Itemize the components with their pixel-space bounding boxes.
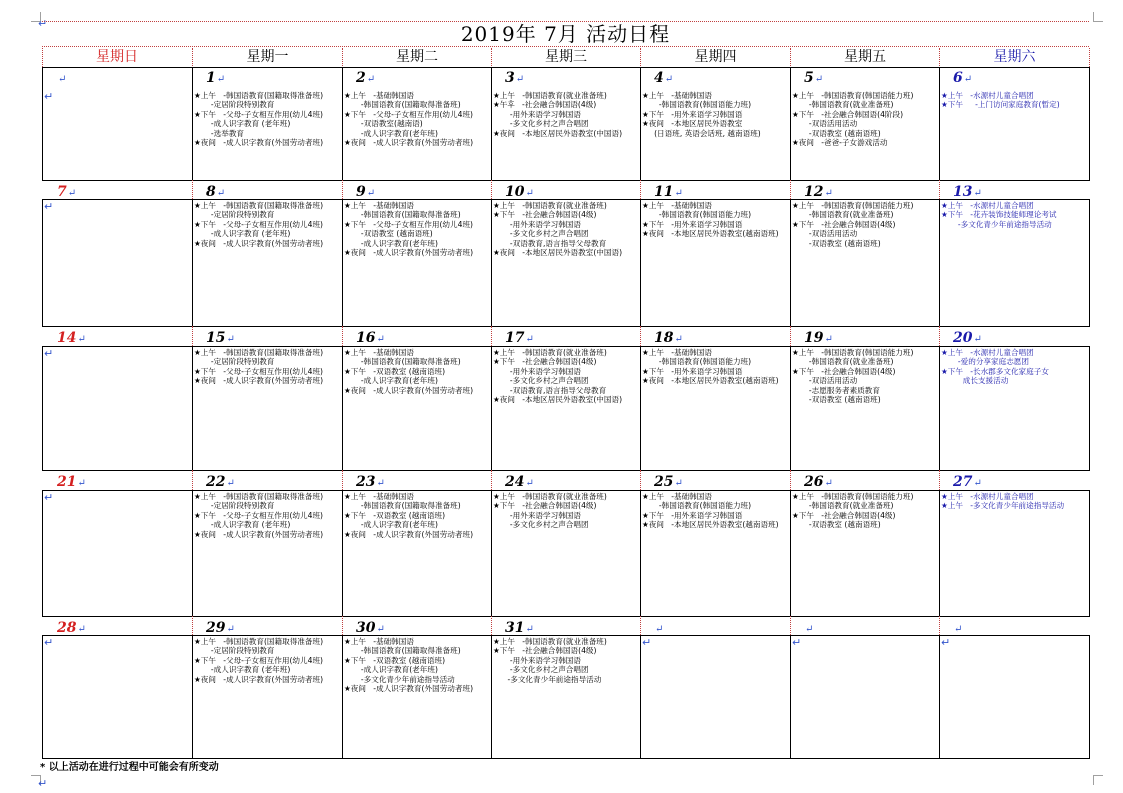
schedule-line: -成人识字教育 (老年班) — [194, 119, 291, 129]
schedule-line: -成人识字教育 (老年班) — [194, 520, 291, 530]
schedule-line: -多文化乡村之声合唱团 — [493, 520, 589, 530]
day-schedule — [642, 492, 788, 530]
schedule-line: -多文化青少年前途指导活动 — [493, 674, 602, 684]
day-number: 12 ↵ — [804, 184, 833, 202]
schedule-line: ★上午 -韩国语教育(韩国语能力班) — [792, 348, 914, 357]
day-cell-divider — [790, 67, 791, 180]
schedule-line: -双语教育,语言指导父母教育 — [493, 385, 607, 395]
schedule-line: -定居阶段特别教育 — [194, 501, 275, 511]
gap-divider — [192, 470, 193, 490]
day-cell-divider — [342, 490, 343, 616]
day-cell-divider — [342, 67, 343, 180]
day-schedule — [642, 91, 788, 138]
schedule-line: -多文化青少年前途指导活动 — [344, 674, 455, 684]
schedule-line: -韩国语教育(韩国语能力班) — [642, 100, 752, 110]
schedule-line: ★下午 -用外来语学习韩国语 — [642, 366, 743, 376]
schedule-line: -韩国语教育(韩国语能力班) — [642, 210, 752, 220]
gap-divider — [790, 616, 791, 635]
day-number: 5 ↵ — [804, 70, 823, 88]
schedule-line: ★上午 -基础韩国语 — [344, 348, 414, 357]
weekday-header: 星期六 — [939, 48, 1089, 66]
day-cell-divider — [939, 67, 940, 180]
gap-divider — [342, 470, 343, 490]
schedule-line: -韩国语教育(国籍取得准备班) — [344, 646, 461, 656]
schedule-line: -成人识字教育(老年班) — [344, 665, 438, 675]
schedule-line: -双语教室 (越南语班) — [344, 229, 433, 239]
schedule-line: ★上午 -多文化青少年前途指导活动 — [941, 501, 1065, 511]
day-schedule — [344, 492, 489, 539]
footnote: * 以上活动在进行过程中可能会有所变动 — [40, 762, 219, 773]
schedule-line: -多文化乡村之声合唱团 — [493, 665, 589, 675]
schedule-line: ★上午 -水源村儿童合唱团 — [941, 201, 1034, 210]
schedule-line: ★上午 -韩国语教育(就业准备班) — [493, 201, 607, 210]
schedule-line: ★夜间 -本地区居民外语教室(中国语) — [493, 248, 623, 258]
schedule-line: -选举教育 — [194, 128, 245, 138]
schedule-line: (日语班, 英语会话班, 越南语班) — [642, 128, 761, 138]
day-cell-divider — [192, 490, 193, 616]
schedule-line: ★上午 -韩国语教育(韩国语能力班) — [792, 201, 914, 210]
schedule-line: 成长支援活动 — [941, 376, 1009, 386]
schedule-line: -韩国语教育(就业准备班) — [792, 357, 894, 367]
schedule-line: ★上午 -基础韩国语 — [344, 492, 414, 501]
schedule-line: ★下午 -父母-子女相互作用(幼儿4班) — [194, 510, 324, 520]
weekday-header: 星期三 — [491, 48, 640, 66]
schedule-line: ★上午 -韩国语教育(国籍取得准备班) — [194, 91, 324, 100]
schedule-line: ★下午 -社会融合韩国语(4级) — [792, 366, 896, 376]
schedule-line: ★下午 -社会融合韩国语(4级) — [493, 210, 597, 220]
day-cell-divider — [939, 490, 940, 616]
day-cell-divider — [939, 346, 940, 470]
day-cell-divider — [491, 490, 492, 616]
schedule-line: ★上午 -基础韩国语 — [642, 91, 712, 100]
schedule-line: -定居阶段特别教育 — [194, 646, 275, 656]
weekday-header: 星期五 — [790, 48, 939, 66]
schedule-line: -用外来语学习韩国语 — [493, 219, 581, 229]
day-cell-divider — [939, 635, 940, 758]
schedule-line: ★下午 -社会融合韩国语(4阶段) — [792, 109, 904, 119]
day-schedule — [941, 201, 1087, 229]
schedule-line: ★下午 -父母-子女相互作用(幼儿4班) — [194, 655, 324, 665]
schedule-line: -爱的分享家庭志愿团 — [941, 357, 1029, 367]
day-cell-divider — [192, 67, 193, 180]
schedule-line: -双语教室 (越南语班) — [792, 395, 881, 405]
schedule-line: ★上午 -韩国语教育(就业准备班) — [493, 637, 607, 646]
schedule-line: -成人识字教育(老年班) — [344, 520, 438, 530]
paragraph-mark: ↵ — [38, 777, 48, 790]
schedule-line: ★夜间 -成人识字教育(外国劳动者班) — [344, 138, 474, 148]
day-cell-divider — [192, 199, 193, 326]
schedule-line: -双语活用活动 — [792, 376, 858, 386]
gap-divider — [342, 326, 343, 346]
day-cell-divider — [192, 635, 193, 758]
schedule-line: -多文化乡村之声合唱团 — [493, 376, 589, 386]
schedule-line: -成人识字教育 (老年班) — [194, 665, 291, 675]
day-schedule — [44, 91, 190, 102]
day-number: 19 ↵ — [804, 330, 833, 348]
day-schedule — [194, 91, 340, 147]
paragraph-mark: ↵ — [44, 637, 54, 649]
schedule-line: ★夜间 -本地区居民外语教室(越南语班) — [642, 520, 779, 530]
day-number: 1 ↵ — [206, 70, 225, 88]
schedule-line: -韩国语教育(国籍取得准备班) — [344, 357, 461, 367]
schedule-line: -双语教室(越南语) — [344, 119, 423, 129]
schedule-line: ★下午 -社会融合韩国语(4级) — [493, 501, 597, 511]
schedule-line: -韩国语教育(韩国语能力班) — [642, 501, 752, 511]
schedule-line: ★上午 -基础韩国语 — [642, 201, 712, 210]
day-number — [654, 620, 663, 638]
gap-divider — [939, 616, 940, 635]
schedule-line: -韩国语教育(国籍取得准备班) — [344, 501, 461, 511]
gap-divider — [640, 326, 641, 346]
gap-divider — [192, 180, 193, 199]
schedule-line: -双语活用活动 — [792, 119, 858, 129]
schedule-line: ★下午 -社会融合韩国语(4级) — [493, 646, 597, 656]
day-number: 8 ↵ — [206, 184, 225, 202]
day-number: 28 ↵ — [57, 620, 86, 638]
schedule-line: ★下午 -长水郡多文化家庭子女 — [941, 366, 1049, 376]
day-number: 17 ↵ — [505, 330, 534, 348]
day-cell-divider — [491, 635, 492, 758]
gap-divider — [790, 470, 791, 490]
paragraph-mark: ↵ — [941, 637, 951, 649]
schedule-line: -多文化乡村之声合唱团 — [493, 229, 589, 239]
weekday-header: 星期日 — [96, 49, 138, 65]
day-cell-divider — [640, 635, 641, 758]
day-schedule — [344, 201, 489, 257]
day-cell-divider — [640, 346, 641, 470]
day-schedule — [493, 348, 638, 404]
schedule-line: ★夜间 -成人识字教育(外国劳动者班) — [194, 238, 324, 248]
gap-divider — [640, 470, 641, 490]
gap-divider — [939, 470, 940, 490]
schedule-line: -成人识字教育(老年班) — [344, 128, 438, 138]
schedule-line: -成人识字教育 (老年班) — [194, 229, 291, 239]
schedule-line: ★上午 -水源村儿童合唱团 — [941, 348, 1034, 357]
schedule-line: ★下午 -社会融合韩国语(4级) — [792, 219, 896, 229]
gap-divider — [342, 180, 343, 199]
schedule-line: -多文化乡村之声合唱团 — [493, 119, 589, 129]
day-cell-divider — [491, 199, 492, 326]
day-cell-divider — [342, 199, 343, 326]
schedule-line: ★上午 -韩国语教育(国籍取得准备班) — [194, 492, 324, 501]
day-number: 26 ↵ — [804, 474, 833, 492]
day-number: 18 ↵ — [654, 330, 683, 348]
day-cell-divider — [790, 635, 791, 758]
page-corner-mark — [1093, 12, 1103, 22]
day-cell-divider — [939, 199, 940, 326]
weekday-header: 星期四 — [640, 48, 790, 66]
day-number: 7 ↵ — [57, 184, 76, 202]
header-border — [42, 48, 43, 67]
schedule-line: ★夜间 -成人识字教育(外国劳动者班) — [344, 385, 474, 395]
schedule-line: ★下午 -社会融合韩国语(4级) — [792, 510, 896, 520]
day-number — [57, 70, 66, 88]
schedule-line: ★下午 -用外来语学习韩国语 — [642, 109, 743, 119]
schedule-line: ★下午 -双语教室 (越南语班) — [344, 510, 446, 520]
gap-divider — [192, 616, 193, 635]
schedule-line: -定居阶段特别教育 — [194, 357, 275, 367]
gap-divider — [790, 180, 791, 199]
day-cell-divider — [342, 346, 343, 470]
schedule-line: ★夜间 -成人识字教育(外国劳动者班) — [194, 376, 324, 386]
schedule-line: ★下午 -双语教室 (越南语班) — [344, 366, 446, 376]
day-cell-divider — [790, 346, 791, 470]
day-schedule — [44, 201, 190, 212]
day-schedule — [792, 492, 937, 530]
schedule-line: -双语教室 (越南语班) — [792, 520, 881, 530]
day-schedule — [642, 201, 788, 239]
schedule-line: ★夜间 -成人识字教育(外国劳动者班) — [194, 138, 324, 148]
day-number: 13 ↵ — [953, 184, 982, 202]
schedule-line: ★下午 -父母-子女相互作用(幼儿4班) — [194, 366, 324, 376]
day-schedule — [642, 348, 788, 386]
day-schedule — [344, 91, 489, 147]
schedule-line: ★夜间 -本地区居民外语教室 — [642, 119, 743, 129]
paragraph-mark: ↵ — [38, 17, 48, 30]
day-number: 6 ↵ — [953, 70, 972, 88]
day-schedule — [44, 348, 190, 359]
day-number: 3 ↵ — [505, 70, 524, 88]
day-schedule — [194, 637, 340, 684]
schedule-line: -韩国语教育(就业准备班) — [792, 501, 894, 511]
schedule-line: -定居阶段特别教育 — [194, 210, 275, 220]
day-schedule — [344, 637, 489, 693]
schedule-line: -双语教室 (越南语班) — [792, 238, 881, 248]
schedule-line: ★夜间 -成人识字教育(外国劳动者班) — [194, 529, 324, 539]
day-number: 20 ↵ — [953, 330, 982, 348]
paragraph-mark: ↵ — [44, 91, 54, 103]
page-corner-mark — [1093, 775, 1103, 785]
schedule-line: -双语教育,语言指导父母教育 — [493, 238, 607, 248]
day-number: 23 ↵ — [356, 474, 385, 492]
day-number — [953, 620, 962, 638]
paragraph-mark: ↵ — [44, 348, 54, 360]
schedule-line: ★上午 -水源村儿童合唱团 — [941, 91, 1034, 100]
schedule-line: ★下午 -父母-子女相互作用(幼儿4班) — [194, 219, 324, 229]
gap-divider — [640, 616, 641, 635]
day-cell-divider — [640, 490, 641, 616]
day-cell-divider — [192, 346, 193, 470]
schedule-line: -双语活用活动 — [792, 229, 858, 239]
day-schedule — [941, 492, 1087, 511]
day-number: 11 ↵ — [654, 184, 683, 202]
day-schedule — [194, 201, 340, 248]
schedule-line: ★夜间 -本地区居民外语教室(中国语) — [493, 395, 623, 405]
schedule-line: ★夜间 -本地区居民外语教室(中国语) — [493, 128, 623, 138]
day-cell-divider — [640, 199, 641, 326]
schedule-line: -定居阶段特别教育 — [194, 100, 275, 110]
day-schedule — [941, 637, 1087, 648]
schedule-line: ★上午 -基础韩国语 — [344, 91, 414, 100]
schedule-line: ★上午 -韩国语教育(国籍取得准备班) — [194, 637, 324, 646]
schedule-line: ★夜间 -成人识字教育(外国劳动者班) — [344, 248, 474, 258]
gap-divider — [491, 470, 492, 490]
schedule-line: ★上午 -韩国语教育(就业准备班) — [493, 348, 607, 357]
day-number: 15 ↵ — [206, 330, 235, 348]
day-schedule — [792, 201, 937, 248]
paragraph-mark: ↵ — [44, 492, 54, 504]
day-number: 25 ↵ — [654, 474, 683, 492]
day-number: 29 ↵ — [206, 620, 235, 638]
paragraph-mark: ↵ — [44, 201, 54, 213]
schedule-line: -用外来语学习韩国语 — [493, 655, 581, 665]
schedule-line: ★夜间 -成人识字教育(外国劳动者班) — [344, 529, 474, 539]
schedule-line: ★上午 -水源村儿童合唱团 — [941, 492, 1034, 501]
day-number: 2 ↵ — [356, 70, 375, 88]
weekday-header: 星期二 — [342, 48, 491, 66]
day-cell-divider — [640, 67, 641, 180]
schedule-line: ★上午 -基础韩国语 — [344, 201, 414, 210]
schedule-line: ★下午 -社会融合韩国语(4级) — [493, 357, 597, 367]
day-schedule — [194, 348, 340, 386]
schedule-line: ★下午 -父母-子女相互作用(幼儿4班) — [344, 109, 474, 119]
schedule-line: ★夜间 -成人识字教育(外国劳动者班) — [344, 684, 474, 694]
paragraph-mark: ↵ — [792, 637, 802, 649]
day-cell-divider — [342, 635, 343, 758]
schedule-line: -韩国语教育(就业准备班) — [792, 100, 894, 110]
schedule-line: -用外来语学习韩国语 — [493, 109, 581, 119]
schedule-line: ★夜间 -成人识字教育(外国劳动者班) — [194, 674, 324, 684]
day-cell-divider — [491, 346, 492, 470]
paragraph-mark: ↵ — [642, 637, 652, 649]
day-schedule — [792, 637, 937, 648]
day-schedule — [493, 201, 638, 257]
gap-divider — [640, 180, 641, 199]
day-schedule — [941, 348, 1087, 386]
day-cell-divider — [790, 199, 791, 326]
day-schedule — [642, 637, 788, 648]
schedule-line: ★午후 -社会融合韩国语(4级) — [493, 100, 597, 110]
page-title: 2019年 7月 活动日程 — [460, 22, 671, 46]
schedule-line: -多文化青少年前途指导活动 — [941, 219, 1052, 229]
day-schedule — [44, 637, 190, 648]
day-number: 30 ↵ — [356, 620, 385, 638]
schedule-line: -韩国语教育(韩国语能力班) — [642, 357, 752, 367]
schedule-line: -双语教室 (越南语班) — [792, 128, 881, 138]
schedule-line: ★上午 -韩国语教育(国籍取得准备班) — [194, 348, 324, 357]
schedule-line: ★上午 -韩国语教育(就业准备班) — [493, 91, 607, 100]
schedule-line: ★下午 -用外来语学习韩国语 — [642, 219, 743, 229]
day-schedule — [941, 91, 1087, 110]
day-number: 22 ↵ — [206, 474, 235, 492]
day-schedule — [493, 637, 638, 684]
day-schedule — [493, 492, 638, 530]
day-number: 14 ↵ — [57, 330, 86, 348]
day-number: 16 ↵ — [356, 330, 385, 348]
header-top-border — [42, 46, 1089, 47]
schedule-line: ★下午 -上门访问家庭教育(暂定) — [941, 100, 1060, 110]
day-number: 4 ↵ — [654, 70, 673, 88]
day-number: 10 ↵ — [505, 184, 534, 202]
schedule-line: ★上午 -韩国语教育(韩国语能力班) — [792, 91, 914, 100]
day-number — [804, 620, 813, 638]
schedule-line: -韩国语教育(就业准备班) — [792, 210, 894, 220]
gap-divider — [342, 616, 343, 635]
schedule-line: ★下午 -用外来语学习韩国语 — [642, 510, 743, 520]
schedule-line: -成人识字教育(老年班) — [344, 376, 438, 386]
gap-divider — [491, 616, 492, 635]
gap-divider — [491, 326, 492, 346]
schedule-line: ★下午 -双语教室 (越南语班) — [344, 655, 446, 665]
schedule-line: ★夜间 -爸爸-子女游戏活动 — [792, 138, 888, 148]
day-schedule — [792, 91, 937, 147]
schedule-line: ★上午 -韩国语教育(国籍取得准备班) — [194, 201, 324, 210]
schedule-line: ★上午 -基础韩国语 — [642, 492, 712, 501]
day-number: 27 ↵ — [953, 474, 982, 492]
schedule-line: -用外来语学习韩国语 — [493, 510, 581, 520]
schedule-line: -志愿服务者素质教育 — [792, 385, 880, 395]
day-number: 21 ↵ — [57, 474, 86, 492]
schedule-line: ★下午 -父母-子女相互作用(幼儿4班) — [194, 109, 324, 119]
schedule-line: -韩国语教育(国籍取得准备班) — [344, 100, 461, 110]
gap-divider — [790, 326, 791, 346]
schedule-line: ★上午 -韩国语教育(韩国语能力班) — [792, 492, 914, 501]
schedule-line: -韩国语教育(国籍取得准备班) — [344, 210, 461, 220]
day-schedule — [44, 492, 190, 503]
schedule-line: ★下午 -花卉装饰技能师理论考试 — [941, 210, 1057, 220]
schedule-line: -成人识字教育(老年班) — [344, 238, 438, 248]
header-border — [1089, 48, 1090, 67]
day-cell-divider — [491, 67, 492, 180]
schedule-line: ★上午 -基础韩国语 — [642, 348, 712, 357]
schedule-line: ★夜间 -本地区居民外语教室(越南语班) — [642, 376, 779, 386]
schedule-line: ★夜间 -本地区居民外语教室(越南语班) — [642, 229, 779, 239]
gap-divider — [939, 180, 940, 199]
schedule-line: -用外来语学习韩国语 — [493, 366, 581, 376]
day-schedule — [493, 91, 638, 138]
weekday-header: 星期一 — [192, 48, 342, 66]
day-schedule — [344, 348, 489, 395]
day-schedule — [194, 492, 340, 539]
schedule-line: ★下午 -父母-子女相互作用(幼儿4班) — [344, 219, 474, 229]
day-number: 31 ↵ — [505, 620, 534, 638]
gap-divider — [192, 326, 193, 346]
day-schedule — [792, 348, 937, 404]
day-cell-divider — [790, 490, 791, 616]
schedule-line: ★上午 -基础韩国语 — [344, 637, 414, 646]
schedule-line: ★上午 -韩国语教育(就业准备班) — [493, 492, 607, 501]
gap-divider — [491, 180, 492, 199]
day-number: 24 ↵ — [505, 474, 534, 492]
gap-divider — [939, 326, 940, 346]
day-number: 9 ↵ — [356, 184, 375, 202]
